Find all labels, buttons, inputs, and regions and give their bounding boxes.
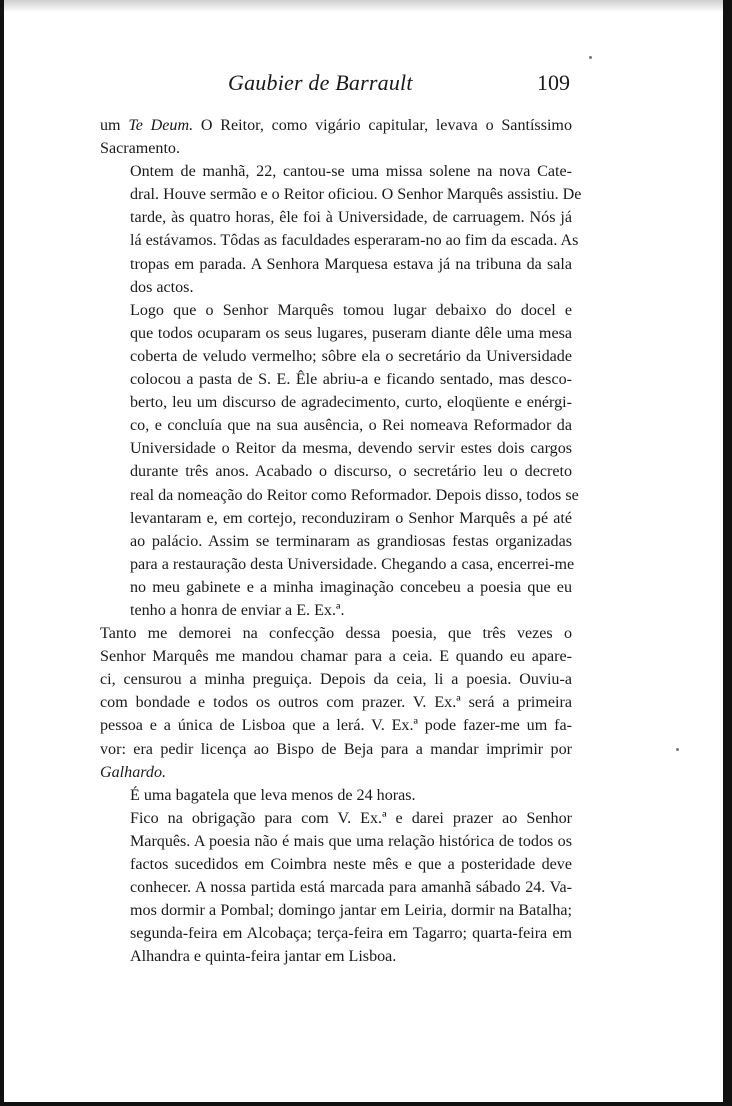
text-line: dral. Houve sermão e o Reitor oficiou. O Senhor Marquês assistiu. De bbox=[130, 186, 582, 204]
italic-text: Te Deum. bbox=[128, 117, 194, 134]
text-line: pessoa e a única de Lisboa que a lerá. V. Ex.ª pode fazer-me um fa- bbox=[100, 717, 572, 735]
text-line: tenho a honra de enviar a E. Ex.ª. bbox=[130, 601, 345, 619]
text-line: Sacramento. bbox=[100, 140, 180, 158]
text-line: levantaram e, em cortejo, reconduziram o Senhor Marquês a pé até bbox=[130, 509, 572, 527]
text-line: com bondade e todos os outros com prazer. V. Ex.ª será a primeira bbox=[100, 694, 572, 712]
text-line: Marquês. A poesia não é mais que uma relação histórica de todos os bbox=[130, 832, 572, 850]
text-line: Universidade o Reitor da mesma, devendo servir estes dois cargos bbox=[130, 440, 572, 458]
text-line bbox=[100, 761, 572, 784]
scan-edge-left bbox=[0, 0, 4, 1106]
text-line: Senhor Marquês me mandou chamar para a ceia. E quando eu apare- bbox=[100, 648, 572, 666]
scan-edge-bottom bbox=[0, 1102, 732, 1106]
text-line: Alhandra e quinta-feira jantar em Lisboa. bbox=[130, 948, 397, 966]
text-line: Tanto me demorei na confecção dessa poesia, que três vezes o bbox=[100, 625, 572, 643]
text-line: ao palácio. Assim se terminaram as grandiosas festas organizadas bbox=[130, 532, 572, 550]
paragraph bbox=[100, 299, 579, 622]
text-line: para a restauração desta Universidade. Chegando a casa, encerrei-me bbox=[130, 555, 575, 573]
text-line: factos sucedidos em Coimbra neste mês e que a posteridade deve bbox=[130, 856, 572, 873]
scan-speck bbox=[676, 748, 679, 751]
text-line: conhecer. A nossa partida está marcada para amanhã sábado 24. Va- bbox=[130, 879, 572, 897]
scan-speck bbox=[589, 56, 592, 59]
scan-edge-top bbox=[0, 0, 732, 12]
scan-edge-right bbox=[723, 0, 732, 1106]
text-line: Fico na obrigação para com V. Ex.ª e darei prazer ao Senhor bbox=[130, 809, 572, 827]
text-line: tarde, às quatro horas, êle foi à Universidade, de carruagem. Nós já bbox=[130, 209, 572, 227]
text-line: É uma bagatela que leva menos de 24 horas. bbox=[130, 786, 416, 804]
paragraph bbox=[100, 784, 572, 807]
page-number: 109 bbox=[537, 70, 570, 95]
text-line: berto, leu um discurso de agradecimento, curto, eloqüente e enérgi- bbox=[130, 394, 572, 412]
text-line: lá estávamos. Tôdas as faculdades esperaram-no ao fim da escada. As bbox=[130, 232, 579, 250]
text-line: um Te Deum. O Reitor, como vigário capitular, levava o Santíssimo bbox=[100, 117, 572, 134]
text-line: que todos ocuparam os seus lugares, puseram diante dêle uma mesa bbox=[130, 324, 572, 342]
running-title: Gaubier de Barrault bbox=[228, 70, 413, 95]
text-line: real da nomeação do Reitor como Reformador. Depois disso, todos se bbox=[130, 486, 579, 504]
page-header bbox=[100, 66, 570, 100]
paragraph bbox=[100, 160, 582, 299]
text-line: Ontem de manhã, 22, cantou-se uma missa solene na nova Cate- bbox=[130, 163, 572, 181]
paragraph bbox=[100, 807, 572, 969]
body-text bbox=[100, 114, 582, 968]
text-line: tropas em parada. A Senhora Marquesa estava já na tribuna da sala bbox=[130, 255, 572, 273]
text-line: no meu gabinete e a minha imaginação concebeu a poesia que eu bbox=[130, 578, 572, 596]
text-line: mos dormir a Pombal; domingo jantar em Leiria, dormir na Batalha; bbox=[130, 902, 572, 920]
text-line: co, e concluía que na sua ausência, o Rei nomeava Reformador da bbox=[130, 417, 572, 435]
italic-text: Galhardo. bbox=[100, 763, 167, 781]
text-line: durante três anos. Acabado o discurso, o secretário leu o decreto bbox=[130, 463, 572, 481]
text-line: vor: era pedir licença ao Bispo de Beja para a mandar imprimir por bbox=[100, 740, 572, 758]
text-line: dos actos. bbox=[130, 278, 194, 296]
text-line: colocou a pasta de S. E. Êle abriu-a e ficando sentado, mas desco- bbox=[130, 371, 572, 389]
text-line: ci, censurou a minha preguiça. Depois da ceia, li a poesia. Ouviu-a bbox=[100, 671, 572, 689]
paragraph bbox=[100, 622, 572, 784]
text-line: Logo que o Senhor Marquês tomou lugar debaixo do docel e bbox=[130, 301, 572, 319]
paragraph bbox=[100, 114, 572, 160]
text-line: segunda-feira em Alcobaça; terça-feira em Tagarro; quarta-feira em bbox=[130, 925, 572, 943]
text-line: coberta de veludo vermelho; sôbre ela o secretário da Universidade bbox=[130, 347, 572, 365]
